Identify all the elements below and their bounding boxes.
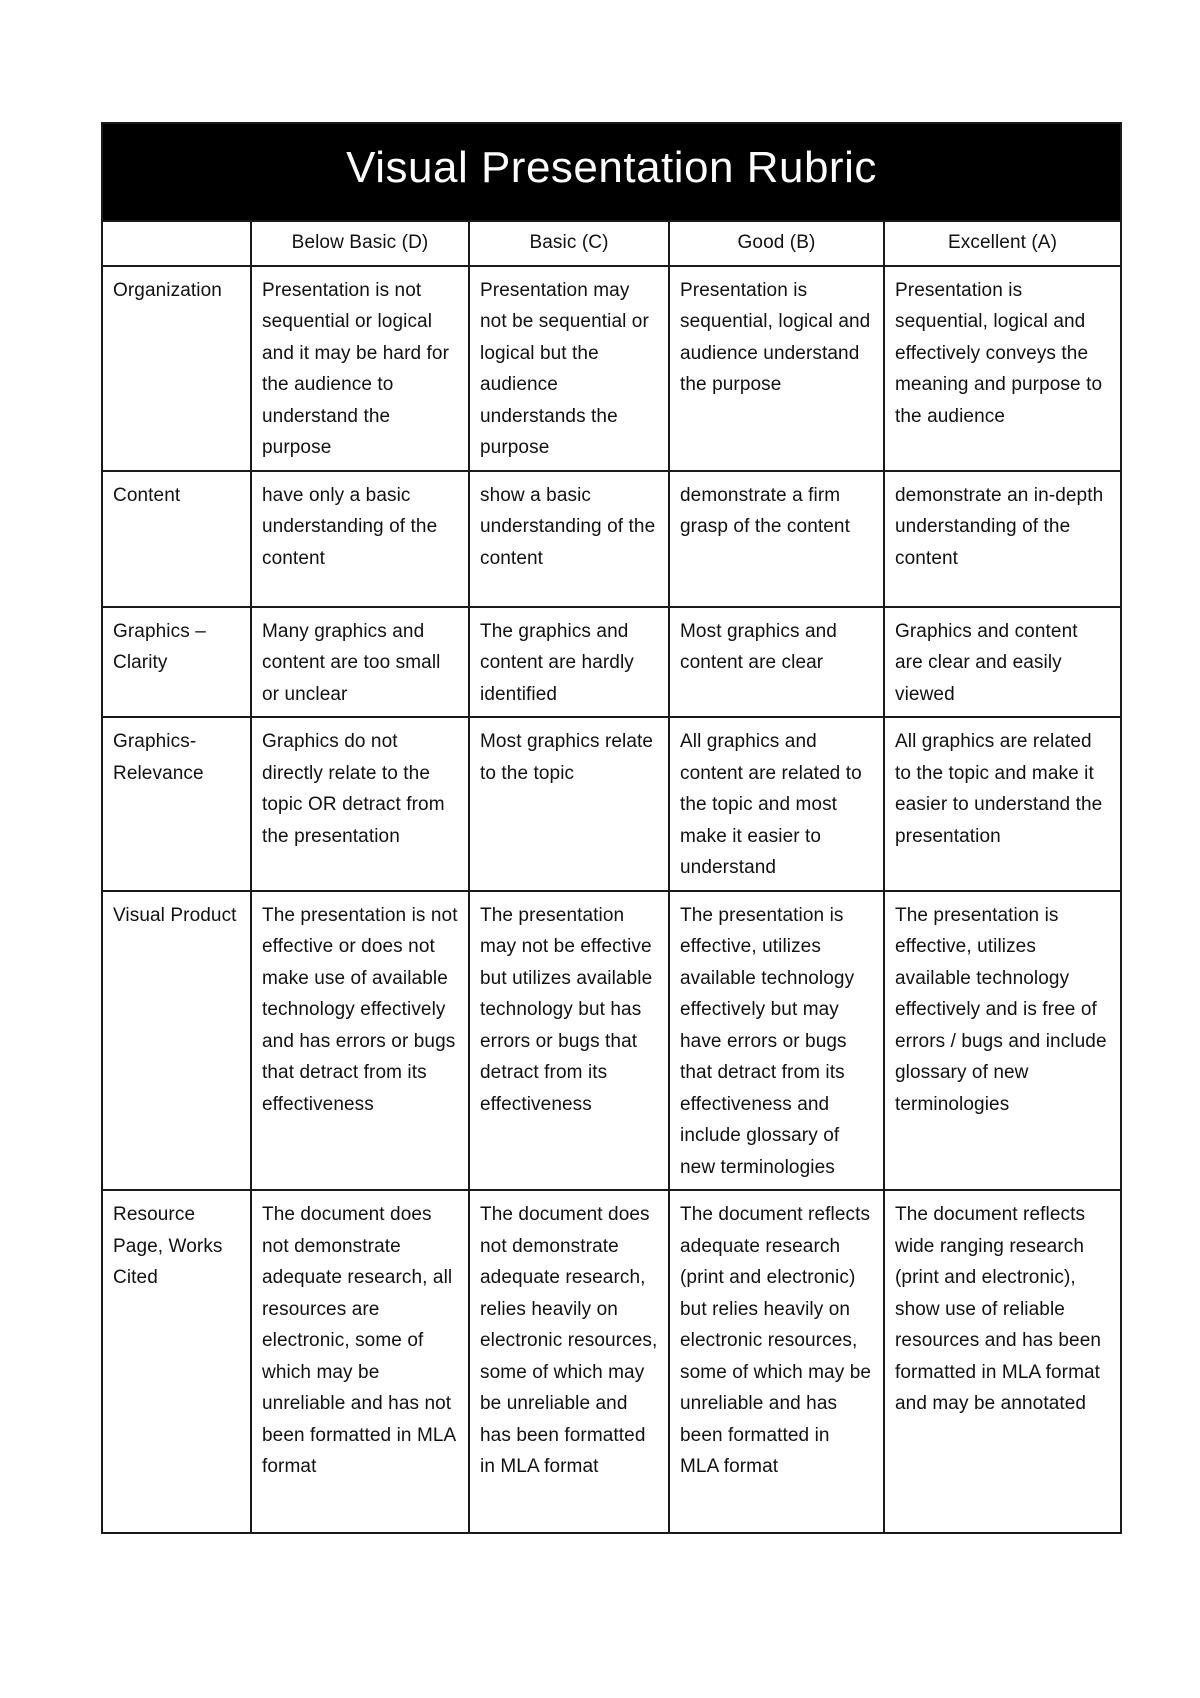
criterion-label: Graphics – Clarity: [102, 607, 251, 718]
cell-excellent: Presentation is sequential, logical and effectively conveys the meaning and purpose to the audience: [884, 266, 1121, 471]
criterion-label: Graphics-Relevance: [102, 717, 251, 891]
cell-below-basic: Presentation is not sequential or logical and it may be hard for the audience to understand the purpose: [251, 266, 469, 471]
row-organization: [102, 266, 1121, 471]
criterion-label: Content: [102, 471, 251, 607]
cell-excellent: Graphics and content are clear and easily viewed: [884, 607, 1121, 718]
cell-basic: The graphics and content are hardly identified: [469, 607, 669, 718]
row-graphics-clarity: [102, 607, 1121, 718]
criterion-label: Resource Page, Works Cited: [102, 1190, 251, 1533]
cell-excellent: The document reflects wide ranging research (print and electronic), show use of reliable resources and has been formatted in MLA format and may be annotated: [884, 1190, 1121, 1533]
row-graphics-relevance: [102, 717, 1121, 891]
header-cell-good: Good (B): [669, 221, 884, 266]
cell-basic: The document does not demonstrate adequate research, relies heavily on electronic resources, some of which may be unreliable and has been formatted in MLA format: [469, 1190, 669, 1533]
cell-good: Presentation is sequential, logical and audience understand the purpose: [669, 266, 884, 471]
cell-basic: Presentation may not be sequential or logical but the audience understands the purpose: [469, 266, 669, 471]
header-cell-excellent: Excellent (A): [884, 221, 1121, 266]
cell-basic: Most graphics relate to the topic: [469, 717, 669, 891]
rubric-title: Visual Presentation Rubric: [102, 123, 1121, 221]
cell-excellent: demonstrate an in-depth understanding of the content: [884, 471, 1121, 607]
cell-below-basic: Many graphics and content are too small or unclear: [251, 607, 469, 718]
header-cell-below-basic: Below Basic (D): [251, 221, 469, 266]
title-row: [102, 123, 1121, 221]
cell-good: All graphics and content are related to the topic and most make it easier to understand: [669, 717, 884, 891]
rubric-table: [101, 122, 1122, 1534]
header-cell-basic: Basic (C): [469, 221, 669, 266]
row-content: [102, 471, 1121, 607]
cell-good: The document reflects adequate research (print and electronic) but relies heavily on electronic resources, some of which may be unreliable and has been formatted in MLA format: [669, 1190, 884, 1533]
header-cell-empty: [102, 221, 251, 266]
cell-good: Most graphics and content are clear: [669, 607, 884, 718]
cell-good: The presentation is effective, utilizes available technology effectively but may have errors or bugs that detract from its effectiveness and include glossary of new terminologies: [669, 891, 884, 1191]
cell-excellent: All graphics are related to the topic and make it easier to understand the presentation: [884, 717, 1121, 891]
criterion-label: Organization: [102, 266, 251, 471]
cell-basic: show a basic understanding of the content: [469, 471, 669, 607]
row-visual-product: [102, 891, 1121, 1191]
cell-excellent: The presentation is effective, utilizes available technology effectively and is free of errors / bugs and include glossary of new terminologies: [884, 891, 1121, 1191]
criterion-label: Visual Product: [102, 891, 251, 1191]
row-resource-page: [102, 1190, 1121, 1533]
header-row: [102, 221, 1121, 266]
cell-good: demonstrate a firm grasp of the content: [669, 471, 884, 607]
cell-below-basic: have only a basic understanding of the content: [251, 471, 469, 607]
cell-basic: The presentation may not be effective but utilizes available technology but has errors or bugs that detract from its effectiveness: [469, 891, 669, 1191]
cell-below-basic: Graphics do not directly relate to the topic OR detract from the presentation: [251, 717, 469, 891]
cell-below-basic: The presentation is not effective or does not make use of available technology effectively and has errors or bugs that detract from its effectiveness: [251, 891, 469, 1191]
cell-below-basic: The document does not demonstrate adequate research, all resources are electronic, some of which may be unreliable and has not been formatted in MLA format: [251, 1190, 469, 1533]
